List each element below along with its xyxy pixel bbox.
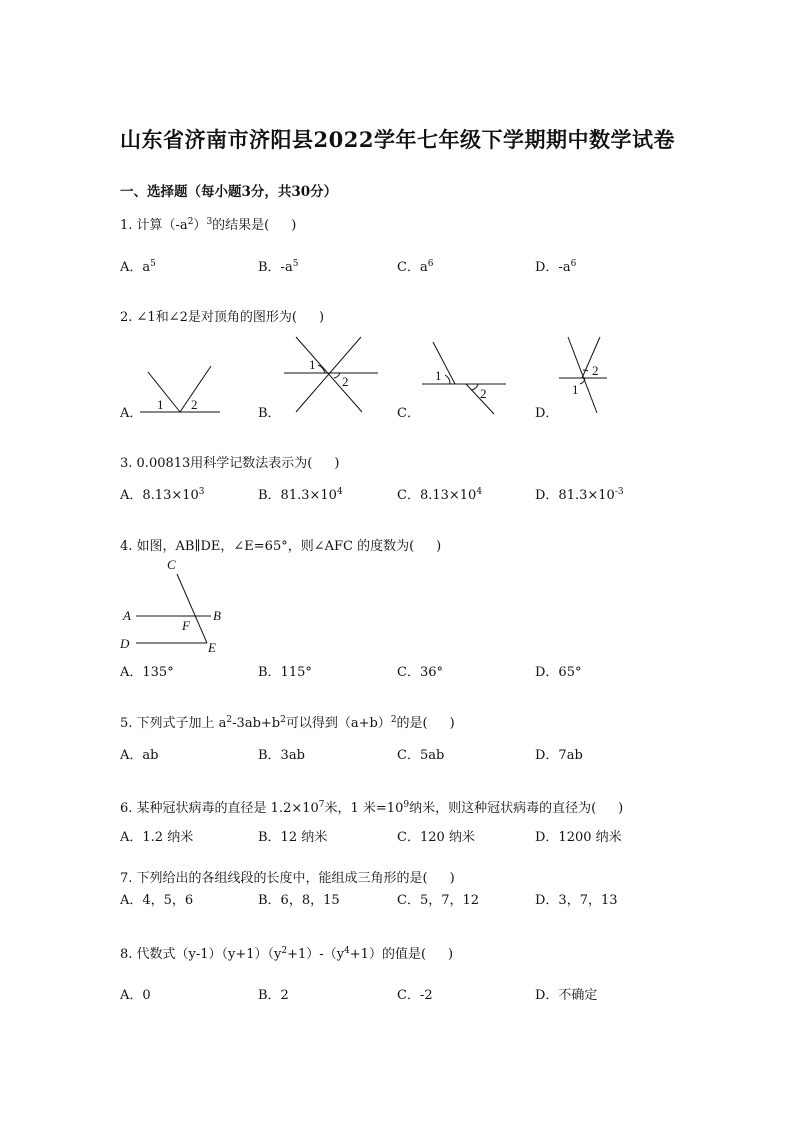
q2-figure-a [140,366,220,412]
question-6: 6. 某种冠状病毒的直径是 $1.2\times 10^7$米，1 米$=10^9$纳米，则这种冠状病毒的直径为( ) [120,800,624,816]
q6-option-a[interactable]: A．1.2 纳米 [120,830,194,845]
q2-option-b[interactable]: B． [258,406,281,421]
q2-option-c[interactable]: C． [397,406,420,421]
q8-option-d[interactable]: D．不确定 [535,988,598,1003]
q4-label-d: D [120,636,130,651]
q4-option-c[interactable]: C．36° [397,665,443,680]
q1-option-b[interactable]: B．$-a^5$ [258,259,299,275]
q5-option-a[interactable]: A．ab [120,748,159,763]
q4-figure [136,574,211,643]
question-7: 7. 下列给出的各组线段的长度中，能组成三角形的是( ) [120,871,455,886]
q7-option-c[interactable]: C．5，7，12 [397,893,480,908]
question-2: 2. ∠1和∠2是对顶角的图形为( ) [120,310,325,325]
q3-option-b[interactable]: B．$81.3\times 10^4$ [258,487,343,503]
q6-option-d[interactable]: D．1200 纳米 [535,830,622,845]
q7-option-d[interactable]: D．3，7，13 [535,893,618,908]
q2-d-label-1: 1 [572,382,579,397]
q2-c-label-2: 2 [480,386,487,401]
question-3: 3. 0.00813用科学记数法表示为( ) [120,456,340,471]
q5-option-b[interactable]: B．3ab [258,748,305,763]
q2-a-label-2: 2 [191,397,198,412]
question-4: 4. 如图，AB∥DE，∠E=65°，则∠AFC 的度数为( ) [120,539,442,554]
section-heading: 一、选择题（每小题3分，共30分） [120,184,338,200]
q2-figure-b [284,337,378,412]
q3-option-d[interactable]: D．$81.3\times 10^{-3}$ [535,487,624,503]
q7-option-a[interactable]: A．4，5，6 [120,893,194,908]
q4-label-f: F [182,618,190,633]
q1-option-d[interactable]: D．$-a^6$ [535,259,577,275]
question-5: 5. 下列式子加上 $a^2-3ab+b^2$可以得到$(a+b)^2$的是( ) [120,715,455,731]
q2-b-label-1: 1 [309,357,316,372]
q2-option-a[interactable]: A． [120,406,143,421]
q4-option-b[interactable]: B．115° [258,665,312,680]
q4-option-d[interactable]: D．65° [535,665,582,680]
q4-label-c: C [167,557,176,572]
q5-option-c[interactable]: C．5ab [397,748,445,763]
q4-label-b: B [213,608,221,623]
q2-b-label-2: 2 [342,374,349,389]
q3-option-c[interactable]: C．$8.13\times 10^4$ [397,487,483,503]
q4-option-a[interactable]: A．135° [120,665,174,680]
q8-option-c[interactable]: C．-2 [397,988,433,1003]
q1-option-a[interactable]: A．$a^5$ [120,259,156,275]
q2-a-label-1: 1 [157,397,164,412]
q8-option-b[interactable]: B．2 [258,988,289,1003]
q2-figure-d [559,337,607,413]
q1-option-c[interactable]: C．$a^6$ [397,259,434,275]
q2-c-label-1: 1 [435,368,442,383]
q6-option-c[interactable]: C．120 纳米 [397,830,475,845]
page-title: 山东省济南市济阳县2022学年七年级下学期期中数学试卷 [120,127,675,152]
q6-option-b[interactable]: B．12 纳米 [258,830,328,845]
q3-option-a[interactable]: A．$8.13\times 10^3$ [120,487,205,503]
q5-option-d[interactable]: D．7ab [535,748,583,763]
q7-option-b[interactable]: B．6，8，15 [258,893,340,908]
question-8: 8. 代数式$(y-1)(y+1)(y^2+1)-(y^4+1)$的值是( ) [120,946,454,962]
q4-label-a: A [123,608,131,623]
q2-option-d[interactable]: D． [535,406,559,421]
q2-d-label-2: 2 [592,363,599,378]
q4-label-e: E [208,640,216,655]
q8-option-a[interactable]: A．0 [120,988,151,1003]
question-1: 1. 计算$(-a^2)^3$的结果是( ) [120,217,297,233]
